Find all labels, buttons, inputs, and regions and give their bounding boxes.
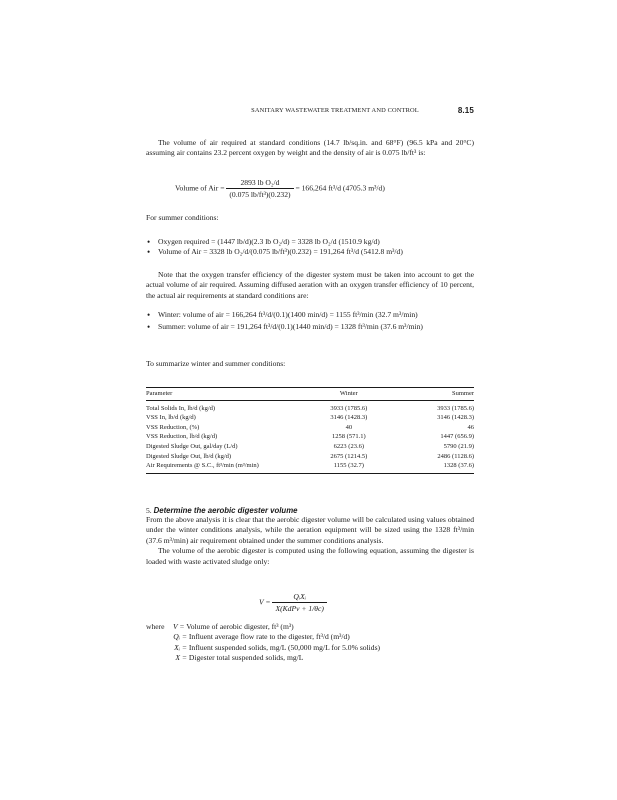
- bullet-item: • Summer: volume of air = 191,264 ft³/d/(0.1)(1440 min/d) = 1328 ft³/min (37.6 m³/min): [146, 322, 474, 332]
- summary-table: [146, 387, 474, 474]
- equation-denominator: X(KdPv + 1/θc): [275, 604, 324, 613]
- summary-intro-text: To summarize winter and summer conditions:: [146, 359, 286, 368]
- table-cell: Digested Sludge Out, lb/d (kg/d): [146, 452, 232, 460]
- table-cell: 1155 (32.7): [261, 461, 436, 473]
- section-heading: [146, 506, 474, 515]
- table-row: [146, 400, 474, 413]
- equation-digester-volume: [259, 592, 327, 613]
- table-row: [146, 423, 474, 433]
- table-cell: 3146 (1428.3): [330, 414, 368, 422]
- running-header: [146, 107, 474, 114]
- table-row: [146, 442, 474, 452]
- definition-row: [146, 653, 474, 663]
- table-cell: VSS In, lb/d (kg/d): [146, 414, 196, 422]
- table-cell: 1447 (656.9): [440, 433, 474, 441]
- table-cell: 1328 (37.6): [436, 461, 474, 473]
- equation-rhs: = 166,264 ft³/d (4705.3 m³/d): [295, 183, 385, 193]
- table-cell: 3933 (1785.6): [437, 404, 474, 412]
- table-cell: 2486 (1128.6): [437, 452, 474, 460]
- paragraph-air-volume: [146, 138, 474, 159]
- page-number: 8.15: [457, 106, 474, 115]
- section-number: 5.: [146, 506, 152, 515]
- running-title: SANITARY WASTEWATER TREATMENT AND CONTROL: [251, 107, 419, 114]
- definition-text: Volume of aerobic digester, ft³ (m³): [186, 622, 294, 631]
- definition-row: [146, 622, 474, 632]
- equation-lhs: Volume of Air =: [175, 183, 225, 193]
- definition-symbol: Qᵢ =: [173, 632, 187, 642]
- table-cell: 3933 (1785.6): [330, 404, 368, 412]
- paragraph-transfer-efficiency: [146, 270, 474, 301]
- equation-volume-of-air: [175, 178, 385, 199]
- section-title: Determine the aerobic digester volume: [153, 506, 298, 515]
- definition-row: [146, 643, 474, 653]
- air-requirement-bullets: [146, 310, 474, 333]
- definition-symbol: Xᵢ =: [174, 642, 187, 652]
- paragraph-text: The volume of air required at standard conditions (14.7 lb/sq.in. and 68°F) (96.5 kPa and 20°C) assuming air contains 23.2 percent oxygen by weight and the density of air is 0.075 lb/ft³ is:: [146, 138, 474, 158]
- table-row: [146, 413, 474, 423]
- table-cell: VSS Reduction, lb/d (kg/d): [146, 433, 218, 441]
- definition-row: [146, 632, 474, 642]
- section-paragraph: From the above analysis it is clear that the aerobic digester volume will be calculated using values obtained under the winter conditions analysis, while the aeration equipment will be sized using the 1328 ft³/min (37.6 m³/min) air requirement obtained under the summer conditions analysis.: [146, 515, 474, 545]
- section-5: [146, 506, 474, 567]
- summer-bullets: [146, 237, 474, 258]
- table-cell: VSS Reduction, (%): [146, 423, 200, 431]
- table-cell: Air Requirements @ S.C., ft³/min (m³/min): [146, 461, 261, 473]
- where-label: where: [146, 622, 165, 631]
- column-header: Parameter: [146, 388, 261, 401]
- definition-text: Digester total suspended solids, mg/L: [188, 653, 304, 663]
- table-row: [146, 432, 474, 442]
- summer-intro: [146, 213, 474, 223]
- definition-text: Influent suspended solids, mg/L (50,000 mg/L for 5.0% solids): [188, 642, 381, 652]
- table-row: [146, 452, 474, 462]
- equation-denominator: (0.075 lb/ft³)(0.232): [229, 190, 291, 199]
- summer-intro-text: For summer conditions:: [146, 213, 219, 222]
- table-cell: Digested Sludge Out, gal/day (L/d): [146, 442, 238, 450]
- equation-numerator: 2893 lb O₂/d: [226, 178, 293, 189]
- paragraph-text: Note that the oxygen transfer efficiency of the digester system must be taken into account to get the actual volume of air required. Assuming diffused aeration with an oxygen transfer efficiency of 10 percent, the actual air requirements at standard conditions are:: [146, 270, 474, 300]
- variable-definitions: [146, 622, 474, 664]
- table-cell: 2675 (1214.5): [330, 452, 368, 460]
- equation-fraction: [226, 178, 293, 199]
- bullet-item: • Oxygen required = (1447 lb/d)(2.3 lb O₂/d) = 3328 lb O₂/d (1510.9 kg/d): [146, 237, 474, 247]
- table-row: [146, 461, 474, 473]
- equation-fraction: [272, 592, 327, 613]
- table-cell: 1258 (571.1): [332, 433, 366, 441]
- definition-symbol: V =: [172, 622, 185, 631]
- bullet-item: • Volume of Air = 3328 lb O₂/d/(0.075 lb/ft³)(0.232) = 191,264 ft³/d (5412.8 m³/d): [146, 247, 474, 257]
- table-cell: 6223 (23.6): [333, 442, 364, 450]
- table-cell: 40: [345, 423, 353, 431]
- table-cell: 3146 (1428.3): [437, 414, 474, 422]
- column-header: Summer: [436, 388, 474, 401]
- definition-text: Influent average flow rate to the digester, ft³/d (m³/d): [188, 632, 350, 642]
- table-cell: Total Solids In, lb/d (kg/d): [146, 404, 216, 412]
- column-header: Winter: [261, 388, 436, 401]
- table-header-row: [146, 388, 474, 401]
- equation-lhs: V =: [259, 597, 271, 607]
- table-cell: 46: [467, 423, 474, 431]
- definition-symbol: X =: [175, 653, 187, 663]
- section-paragraph: The volume of the aerobic digester is computed using the following equation, assuming the digester is loaded with waste activated sludge only:: [146, 546, 474, 566]
- table-cell: 5790 (21.9): [443, 442, 474, 450]
- equation-numerator: QᵢXᵢ: [272, 592, 327, 603]
- bullet-item: • Winter: volume of air = 166,264 ft³/d/(0.1)(1400 min/d) = 1155 ft³/min (32.7 m³/min): [146, 310, 474, 320]
- summary-intro: [146, 359, 474, 369]
